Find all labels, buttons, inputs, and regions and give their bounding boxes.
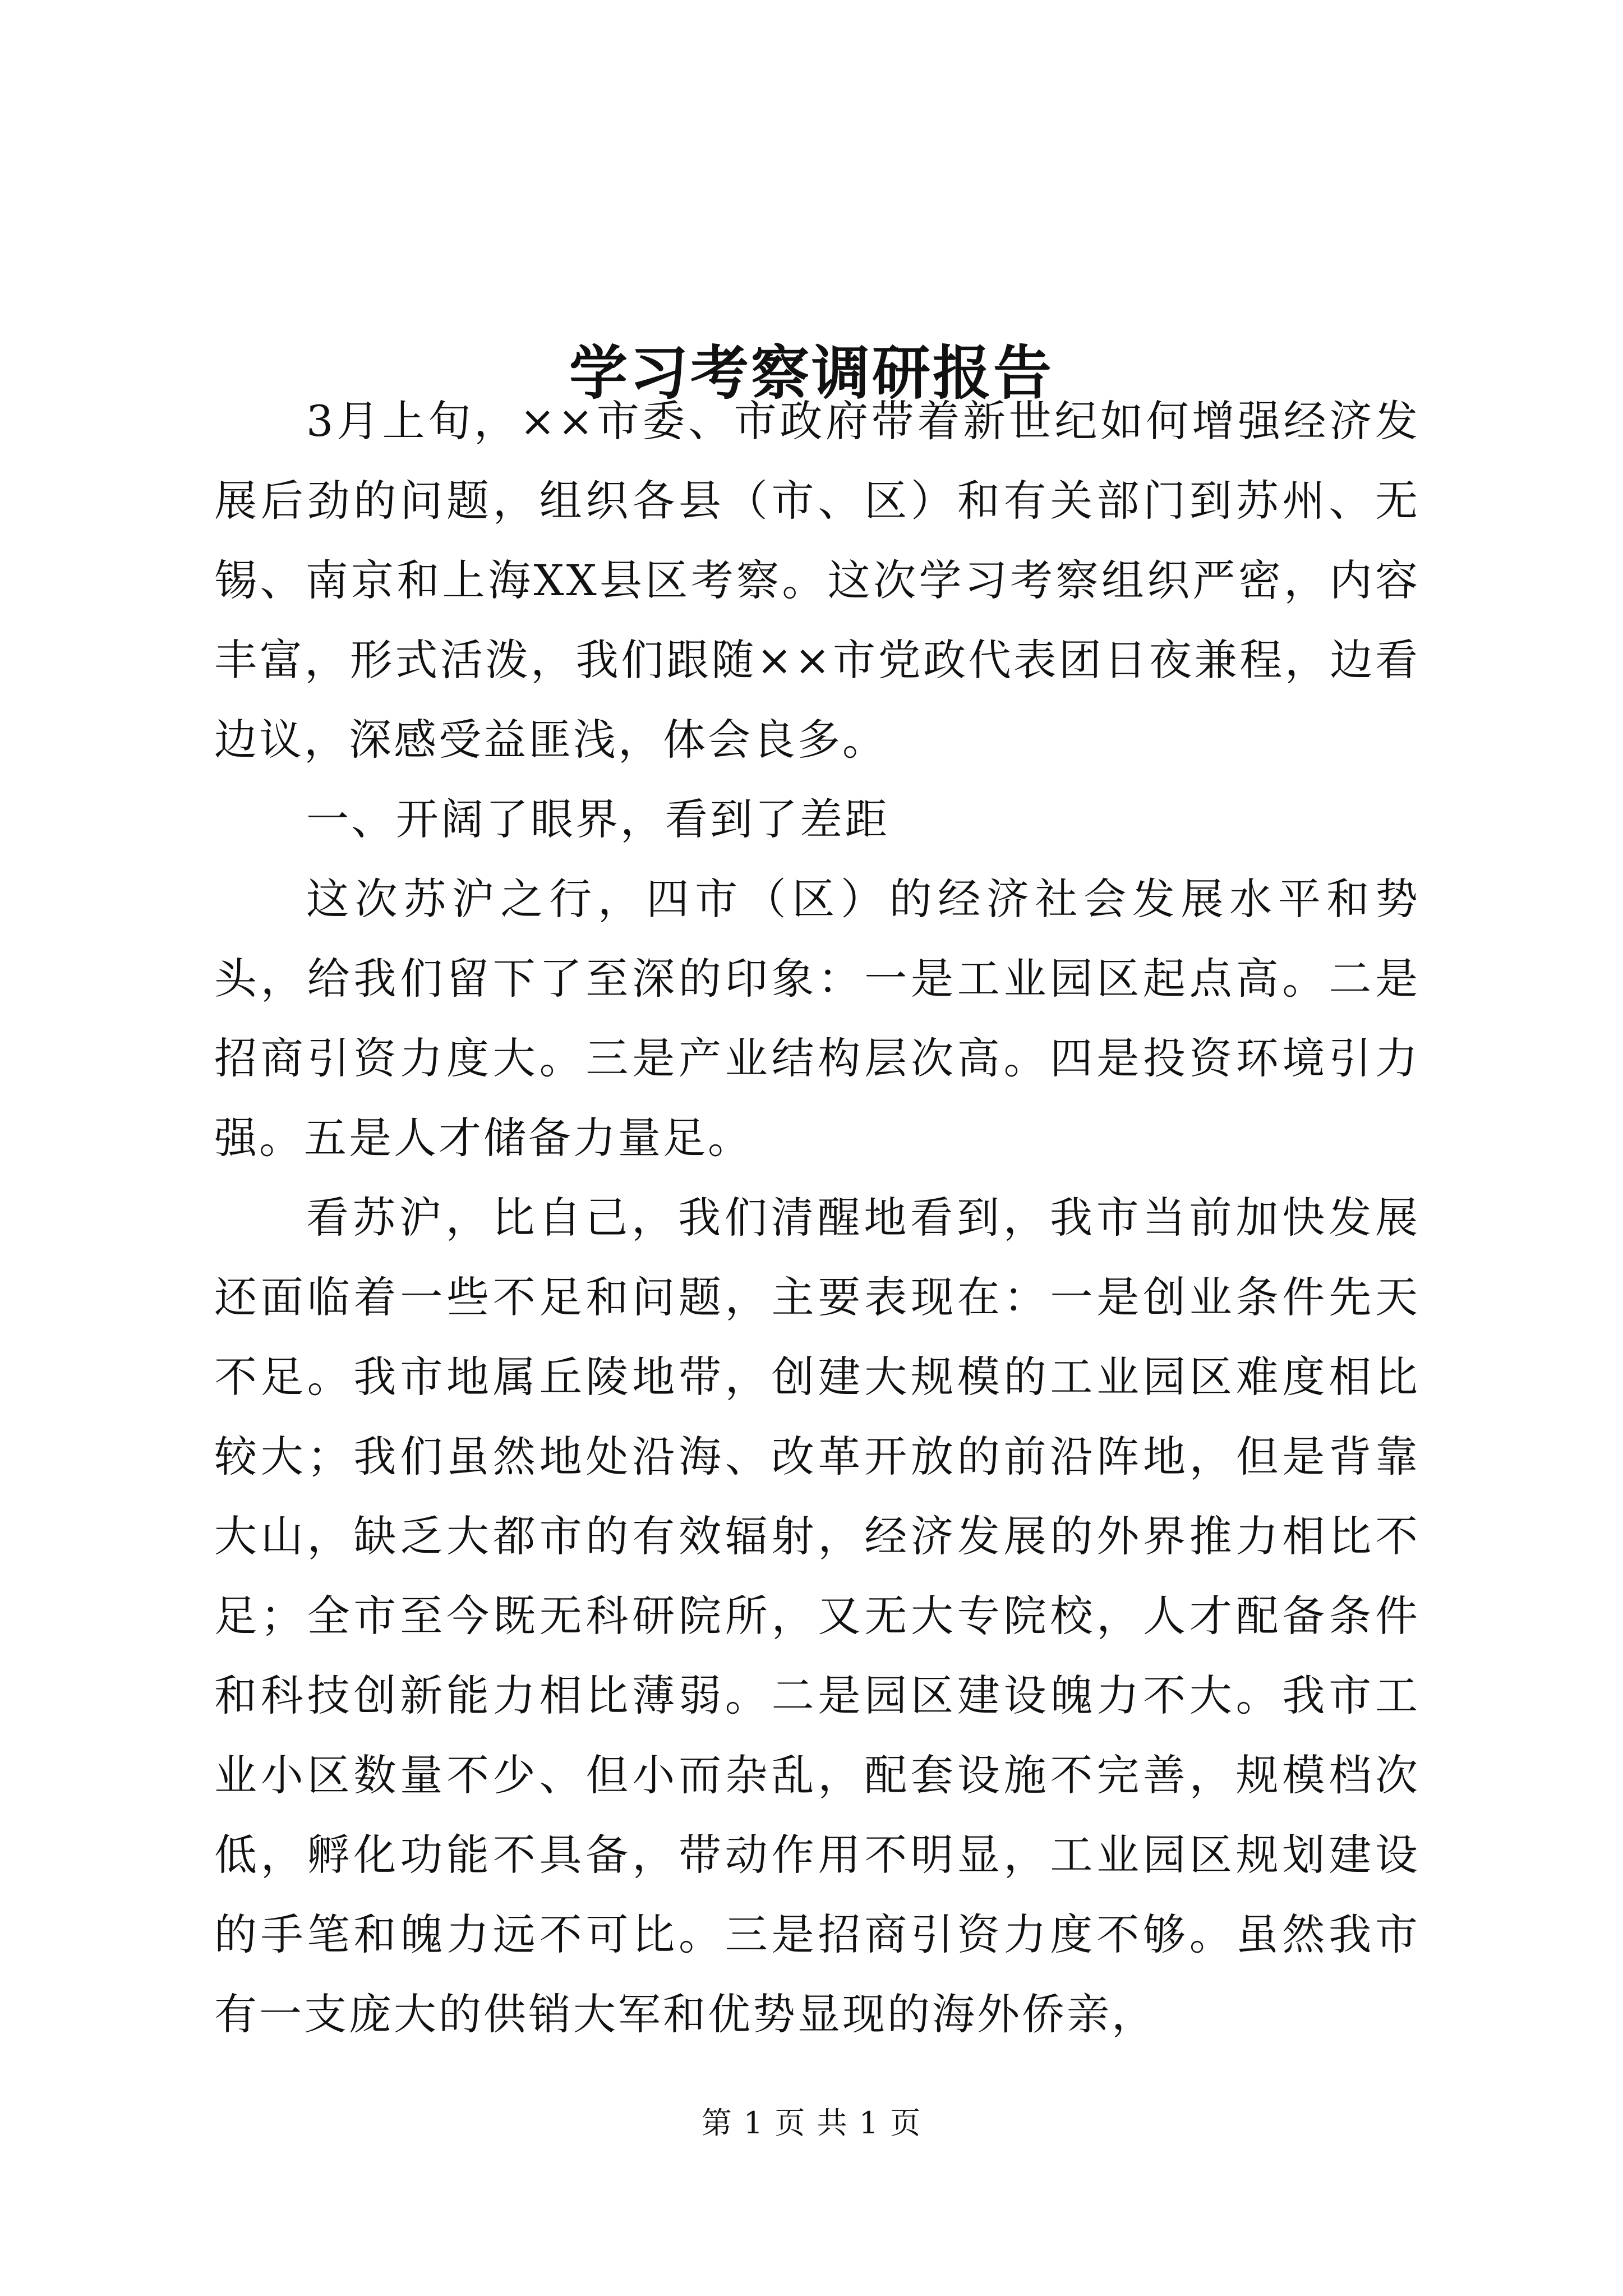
paragraph-impressions: 这次苏沪之行，四市（区）的经济社会发展水平和势头，给我们留下了至深的印象：一是工业园区起点高。二是招商引资力度大。三是产业结构层次高。四是投资环境引力强。五是人才储备力量足。 [214, 874, 1420, 1163]
section-heading-1: 一、开阔了眼界，看到了差距 [306, 794, 889, 844]
document-body [214, 381, 1420, 2054]
page-number-footer: 第 1 页 共 1 页 [701, 2105, 922, 2141]
document-title: 学习考察调研报告 [569, 338, 1054, 407]
paragraph-intro: 3月上旬，××市委、市政府带着新世纪如何增强经济发展后劲的问题，组织各县（市、区）和有关部门到苏州、无锡、南京和上海XX县区考察。这次学习考察组织严密，内容丰富，形式活泼，我们跟随××市党政代表团日夜兼程，边看边议，深感受益匪浅，体会良多。 [214, 396, 1420, 765]
paragraph-problems: 看苏沪，比自己，我们清醒地看到，我市当前加快发展还面临着一些不足和问题，主要表现在：一是创业条件先天不足。我市地属丘陵地带，创建大规模的工业园区难度相比较大；我们虽然地处沿海、改革开放的前沿阵地，但是背靠大山，缺乏大都市的有效辐射，经济发展的外界推力相比不足；全市至今既无科研院所，又无大专院校，人才配备条件和科技创新能力相比薄弱。二是园区建设魄力不大。我市工业小区数量不少、但小而杂乱，配套设施不完善，规模档次低，孵化功能不具备，带动作用不明显，工业园区规划建设的手笔和魄力远不可比。三是招商引资力度不够。虽然我市有一支庞大的供销大军和优势显现的海外侨亲， [214, 1193, 1420, 2039]
